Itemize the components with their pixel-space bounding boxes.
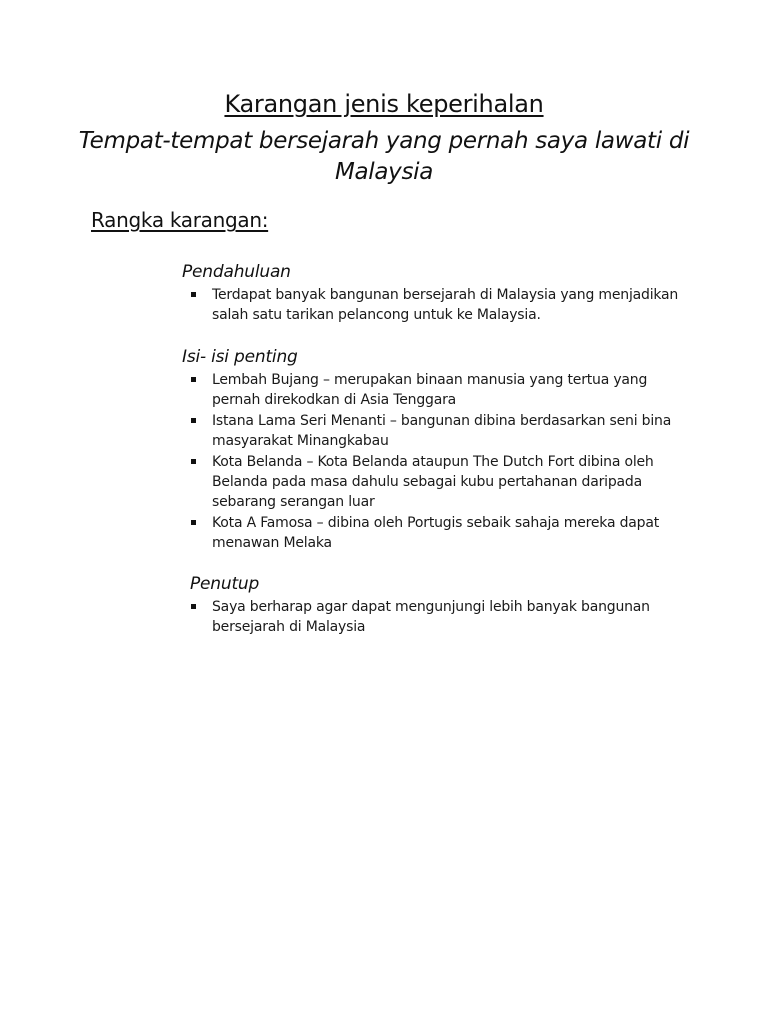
point-text: Saya berharap agar dapat mengunjungi lebih banyak bangunan bersejarah di Malaysia xyxy=(212,599,650,635)
point-text: Kota Belanda – Kota Belanda ataupun The Dutch Fort dibina oleh Belanda pada masa dahulu sebagai kubu pertahanan daripada sebarang serangan luar xyxy=(212,454,654,510)
point-text: Kota A Famosa – dibina oleh Portugis sebaik sahaja mereka dapat menawan Melaka xyxy=(212,515,660,551)
section-heading-conclusion: Penutup xyxy=(190,574,260,594)
section-main-points xyxy=(182,347,682,554)
square-bullet-icon xyxy=(191,520,196,525)
introduction-points xyxy=(182,285,682,325)
square-bullet-icon xyxy=(191,604,196,609)
section-heading-main-points: Isi- isi penting xyxy=(182,347,298,367)
list-item xyxy=(190,597,690,637)
document-subtitle: Tempat-tempat bersejarah yang pernah saya lawati di Malaysia xyxy=(78,128,690,185)
list-item xyxy=(182,411,682,451)
list-item xyxy=(182,370,682,410)
outline-heading: Rangka karangan: xyxy=(91,208,269,232)
square-bullet-icon xyxy=(191,418,196,423)
point-text: Istana Lama Seri Menanti – bangunan dibina berdasarkan seni bina masyarakat Minangkabau xyxy=(212,413,672,449)
square-bullet-icon xyxy=(191,292,196,297)
square-bullet-icon xyxy=(191,459,196,464)
list-item xyxy=(182,513,682,553)
list-item xyxy=(182,452,682,512)
main-points-list xyxy=(182,370,682,553)
document-title: Karangan jenis keperihalan xyxy=(224,90,544,118)
point-text: Terdapat banyak bangunan bersejarah di Malaysia yang menjadikan salah satu tarikan pelancong untuk ke Malaysia. xyxy=(212,287,679,323)
section-conclusion xyxy=(190,574,690,638)
list-item xyxy=(182,285,682,325)
section-heading-introduction: Pendahuluan xyxy=(182,262,291,282)
square-bullet-icon xyxy=(191,377,196,382)
conclusion-points xyxy=(190,597,690,637)
point-text: Lembah Bujang – merupakan binaan manusia yang tertua yang pernah direkodkan di Asia Tenggara xyxy=(212,372,648,408)
section-introduction xyxy=(182,262,682,326)
